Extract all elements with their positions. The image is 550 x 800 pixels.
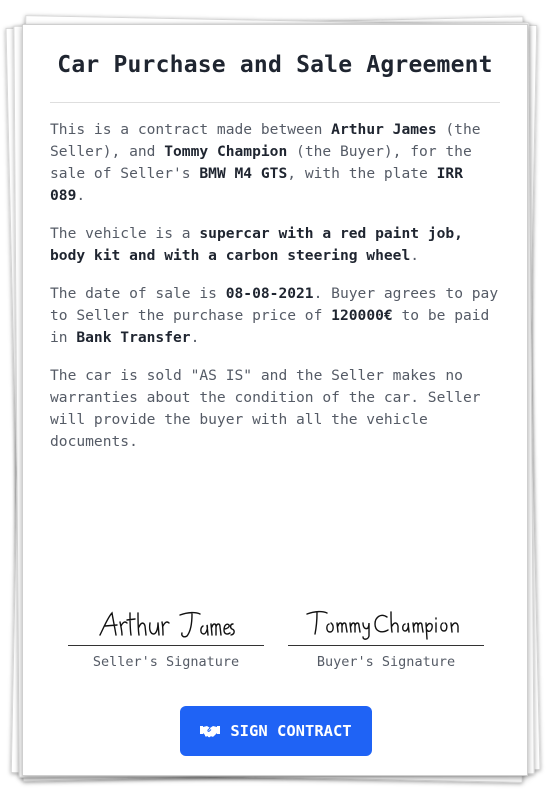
purchase-price: 120000€ — [331, 307, 393, 324]
payment-method: Bank Transfer — [76, 329, 191, 346]
sign-contract-button[interactable] — [180, 706, 372, 756]
contract-body — [50, 119, 501, 469]
buyer-name: Tommy Champion — [164, 143, 288, 160]
car-model: BMW M4 GTS — [199, 165, 288, 182]
contract-paragraph-vehicle: The vehicle is a supercar with a red paint job, body kit and with a carbon steering wheel. — [50, 225, 463, 264]
handshake-icon — [200, 724, 220, 738]
buyer-signature-block — [288, 605, 484, 670]
sale-date: 08-08-2021 — [225, 285, 314, 302]
document-title: Car Purchase and Sale Agreement — [57, 52, 493, 78]
seller-signature-label: Seller's Signature — [92, 654, 240, 670]
seller-signature-drawing — [96, 609, 236, 641]
seller-signature-block — [68, 605, 264, 670]
contract-paragraph-payment: The date of sale is 08-08-2021. Buyer agrees to pay to Seller the purchase price of 120000€ to be paid in Bank Transfer. — [50, 285, 499, 346]
license-plate: IRR 089 — [50, 165, 463, 204]
title-divider — [50, 102, 500, 103]
buyer-signature-drawing — [303, 609, 469, 641]
seller-signature — [68, 605, 264, 646]
contract-document — [22, 24, 528, 776]
vehicle-description: supercar with a red paint job, body kit and with a carbon steering wheel — [50, 225, 463, 264]
contract-paragraph-parties: This is a contract made between Arthur James (the Seller), and Tommy Champion (the Buyer), for the sale of Seller's BMW M4 GTS, with the plate IRR 089. — [50, 121, 481, 204]
sign-contract-label: SIGN CONTRACT — [230, 722, 352, 740]
contract-paragraph-condition: The car is sold "AS IS" and the Seller makes no warranties about the condition of the car. Seller will provide the buyer with all the vehicle documents. — [50, 367, 481, 450]
buyer-signature — [288, 605, 484, 646]
seller-name: Arthur James — [331, 121, 437, 138]
buyer-signature-label: Buyer's Signature — [316, 654, 456, 670]
